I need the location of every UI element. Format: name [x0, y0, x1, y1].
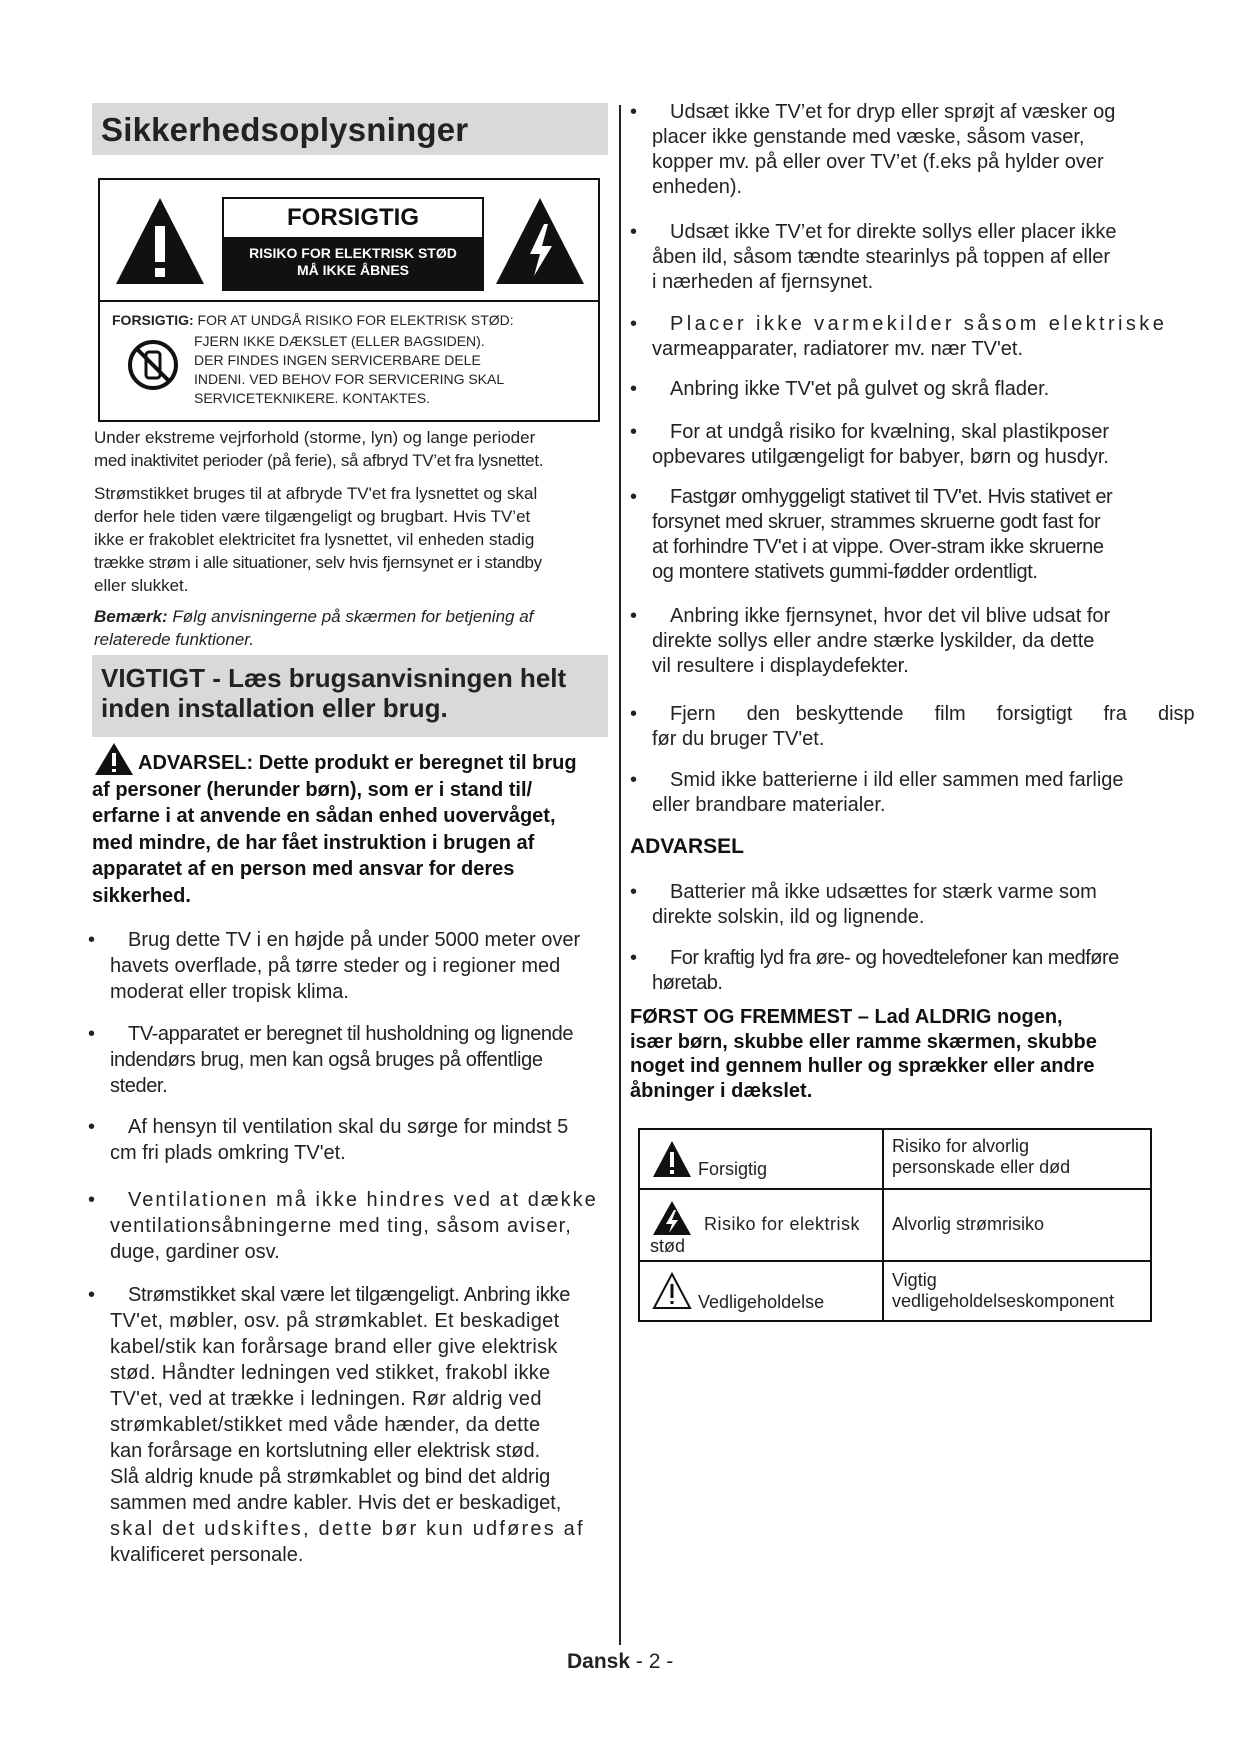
bullet-dot: •	[630, 881, 638, 903]
plug-line: trække strøm i alle situationer, selv hvis fjernsynet er i standby	[94, 553, 542, 572]
left-bullet-ventilation-block	[88, 1187, 620, 1265]
right-bullet-liquids	[630, 100, 1116, 200]
bullet-line: at forhindre TV'et i at vippe. Over-stram ikke skruerne	[652, 536, 1104, 558]
left-bullet-ventilation-space	[88, 1114, 620, 1166]
bold-line: åbninger i dækslet.	[630, 1079, 813, 1102]
forsigtig-black-band	[224, 237, 482, 289]
page-footer	[567, 1650, 673, 1674]
symbol-caution-label: Forsigtig	[698, 1159, 768, 1179]
important-heading-bar	[92, 655, 608, 737]
bullet-dot: •	[630, 221, 638, 243]
symbol-caution-desc2: personskade eller død	[892, 1157, 1071, 1177]
right-bullet-protective-film	[630, 702, 1195, 752]
symbol-maintenance-desc2: vedligeholdelseskomponent	[892, 1291, 1115, 1311]
bullet-line: sammen med andre kabler. Hvis det er beskadiget,	[110, 1492, 562, 1514]
bullet-line: cm fri plads omkring TV'et.	[110, 1142, 346, 1164]
bullet-line: skal det udskiftes, dette bør kun udføres af	[110, 1518, 585, 1540]
bullet-dot: •	[630, 769, 638, 791]
caution-line4: INDENI. VED BEHOV FOR SERVICERING SKAL	[194, 371, 505, 387]
bullet-dot: •	[630, 101, 638, 123]
bullet-line: Ventilationen må ikke hindres ved at dække	[128, 1189, 598, 1211]
caution-label-box	[98, 178, 600, 422]
bold-line: noget ind gennem huller og sprækker eller andre	[630, 1055, 1095, 1077]
plug-line: derfor hele tiden være tilgængeligt og brugbart. Hvis TV’et	[94, 507, 531, 526]
bullet-line: forsynet med skruer, strammes skruerne godt fast for	[652, 511, 1101, 533]
important-heading-line2: inden installation eller brug.	[101, 693, 448, 723]
forsigtig-title: FORSIGTIG	[287, 204, 419, 231]
symbol-caution-desc1: Risiko for alvorlig	[892, 1136, 1030, 1156]
bullet-line: før du bruger TV'et.	[652, 728, 825, 750]
symbol-row-caution	[640, 1130, 1150, 1190]
bullet-line: Af hensyn til ventilation skal du sørge for mindst 5	[128, 1116, 569, 1138]
bullet-line: Fjern den beskyttende film forsigtigt fra disp	[670, 703, 1195, 725]
bullet-line: steder.	[110, 1075, 168, 1097]
symbol-caution-desc	[892, 1136, 1070, 1178]
bullet-dot: •	[630, 703, 638, 725]
bullet-line: Anbring ikke TV'et på gulvet og skrå flader.	[670, 378, 1050, 400]
important-heading-line1: VIGTIGT - Læs brugsanvisningen helt	[101, 663, 567, 693]
bullet-line: kabel/stik kan forårsage brand eller give elektrisk	[110, 1336, 558, 1358]
bullet-line: Slå aldrig knude på strømkablet og bind det aldrig	[110, 1466, 551, 1488]
bullet-dot: •	[88, 929, 96, 951]
weather-line: med inaktivitet perioder (på ferie), så afbryd TV’et fra lysnettet.	[94, 451, 544, 470]
symbol-maintenance-label: Vedligeholdelse	[698, 1292, 825, 1312]
first-and-foremost-paragraph	[630, 1005, 1097, 1103]
caution-line1: FOR AT UNDGÅ RISIKO FOR ELEKTRISK STØD:	[193, 312, 514, 328]
advarsel-line: sikkerhed.	[92, 884, 191, 907]
bullet-line: Smid ikke batterierne i ild eller sammen med farlige	[670, 769, 1124, 791]
bullet-dot: •	[88, 1023, 95, 1045]
right-bullet-batteries-fire	[630, 768, 1124, 818]
bullet-line: indendørs brug, men kan også bruges på offentlige	[110, 1049, 543, 1071]
symbol-electric-desc: Alvorlig strømrisiko	[892, 1214, 1045, 1234]
advarsel-line: ADVARSEL: Dette produkt er beregnet til brug	[138, 752, 577, 774]
bullet-line: Placer ikke varmekilder såsom elektriske	[670, 313, 1168, 335]
caution-first-line	[112, 312, 514, 328]
bullet-line: Anbring ikke fjernsynet, hvor det vil blive udsat for	[670, 605, 1111, 627]
bullet-line: kan forårsage en kortslutning eller elektrisk stød.	[110, 1440, 541, 1462]
left-bullet-power-cable	[88, 1282, 620, 1568]
bullet-line: kopper mv. på eller over TV’et (f.eks på hylder over	[652, 151, 1104, 173]
page-title-bar	[92, 103, 608, 155]
bold-line: FØRST OG FREMMEST – Lad ALDRIG nogen,	[630, 1006, 1063, 1028]
footer-page-number: - 2 -	[630, 1650, 674, 1673]
right-bullet-stand	[630, 485, 1113, 585]
symbol-electric-label: Risiko for elektrisk	[704, 1214, 861, 1234]
note-label: Bemærk:	[94, 607, 168, 626]
bullet-line: åben ild, såsom tændte stearinlys på toppen af eller	[652, 246, 1111, 268]
bullet-line: duge, gardiner osv.	[110, 1241, 280, 1263]
left-bullet-altitude	[88, 927, 620, 1005]
bullet-line: Udsæt ikke TV’et for dryp eller sprøjt af væsker og	[670, 101, 1116, 123]
bullet-dot: •	[630, 421, 638, 443]
bullet-line: Batterier må ikke udsættes for stærk varme som	[670, 881, 1097, 903]
advarsel-heading: ADVARSEL	[630, 835, 744, 858]
bullet-dot: •	[630, 605, 638, 627]
right-bullet-sunlight-flames	[630, 220, 1117, 295]
bullet-dot: •	[88, 1284, 96, 1306]
bullet-line: TV'et, møbler, osv. på strømkablet. Et beskadiget	[110, 1310, 560, 1332]
note-paragraph	[94, 605, 533, 651]
footer-language: Dansk	[567, 1650, 631, 1673]
note-text1: Følg anvisningerne på skærmen for betjening af	[167, 607, 534, 626]
bullet-line: For at undgå risiko for kvælning, skal plastikposer	[670, 421, 1110, 443]
right-bullet-plastic-bags	[630, 420, 1110, 470]
bullet-line: stød. Håndter ledningen ved stikket, frakobl ikke	[110, 1362, 551, 1384]
bullet-line: ventilationsåbningerne med ting, såsom aviser,	[110, 1215, 572, 1237]
plug-line: ikke er frakoblet elektricitet fra lysnettet, vil enheden stadig	[94, 530, 535, 549]
bullet-line: kvalificeret personale.	[110, 1544, 304, 1566]
caution-line2: FJERN IKKE DÆKSLET (ELLER BAGSIDEN).	[194, 333, 485, 349]
caution-triangle-icon	[652, 1140, 692, 1178]
right-bullet-display-light	[630, 604, 1111, 679]
advarsel-line: med mindre, de har fået instruktion i brugen af	[92, 831, 535, 854]
bullet-line: varmeapparater, radiatorer mv. nær TV'et.	[652, 338, 1024, 360]
bullet-line: direkte sollys eller andre stærke lyskilder, da dette	[652, 630, 1095, 652]
symbol-row-electric	[640, 1190, 1150, 1262]
forsigtig-band-line1: RISIKO FOR ELEKTRISK STØD	[249, 245, 457, 261]
bullet-line: Udsæt ikke TV’et for direkte sollys eller placer ikke	[670, 221, 1117, 243]
caution-label-bottom	[100, 302, 598, 420]
caution-line5: SERVICETEKNIKERE. KONTAKTES.	[194, 390, 430, 406]
plug-paragraph	[94, 482, 542, 597]
symbol-maintenance-desc1: Vigtig	[892, 1270, 937, 1290]
bullet-dot: •	[630, 378, 638, 400]
bold-line: især børn, skubbe eller ramme skærmen, skubbe	[630, 1030, 1097, 1053]
electric-triangle-icon	[652, 1200, 692, 1236]
bullet-line: havets overflade, på tørre steder og i regioner med	[110, 955, 561, 977]
advarsel-paragraph	[92, 750, 612, 909]
right-bullet-heat-sources	[630, 312, 1168, 362]
advarsel-line: apparatet af en person med ansvar for deres	[92, 858, 515, 880]
bullet-line: strømkablet/stikket med våde hænder, da dette	[110, 1414, 541, 1436]
bullet-dot: •	[88, 1116, 96, 1138]
bullet-dot: •	[88, 1189, 96, 1211]
note-line1	[94, 605, 533, 628]
forsigtig-box	[222, 197, 484, 291]
bullet-line: Brug dette TV i en højde på under 5000 meter over	[128, 929, 581, 951]
bullet-dot: •	[630, 947, 637, 969]
bullet-line: vil resultere i displaydefekter.	[652, 655, 909, 677]
do-not-open-icon	[126, 338, 180, 392]
right-bullet-floor	[630, 377, 1050, 402]
bullet-line: Fastgør omhyggeligt stativet til TV'et. Hvis stativet er	[670, 486, 1113, 508]
weather-paragraph	[94, 426, 543, 472]
advarsel-line: af personer (herunder børn), som er i stand til/	[92, 778, 533, 801]
right-bullet-battery-heat	[630, 880, 1097, 930]
page-title: Sikkerhedsoplysninger	[101, 111, 469, 148]
bullet-line: og montere stativets gummi-fødder ordentligt.	[652, 561, 1038, 583]
bullet-line: opbevares utilgængeligt for babyer, børn og husdyr.	[652, 446, 1109, 468]
weather-line: Under ekstreme vejrforhold (storme, lyn) og lange perioder	[94, 428, 536, 447]
exclamation-warning-icon	[114, 196, 206, 286]
left-bullet-household	[88, 1021, 620, 1099]
bullet-dot: •	[630, 486, 637, 508]
caution-label-top	[100, 180, 598, 302]
bullet-dot: •	[630, 313, 638, 335]
advarsel-line: erfarne i at anvende en sådan enhed uovervåget,	[92, 805, 556, 827]
bullet-line: eller brandbare materialer.	[652, 794, 886, 816]
electric-shock-warning-icon	[494, 196, 586, 286]
bullet-line: TV-apparatet er beregnet til husholdning og lignende	[128, 1023, 574, 1045]
bullet-line: Strømstikket skal være let tilgængeligt. Anbring ikke	[128, 1284, 571, 1306]
symbol-electric-label2: stød	[650, 1236, 686, 1256]
symbol-maintenance-desc	[892, 1270, 1114, 1312]
forsigtig-band-line2: MÅ IKKE ÅBNES	[296, 262, 409, 278]
bullet-line: For kraftig lyd fra øre- og hovedtelefoner kan medføre	[670, 947, 1119, 969]
bullet-line: enheden).	[652, 176, 743, 198]
bullet-line: høretab.	[652, 972, 723, 994]
symbol-row-maintenance	[640, 1262, 1150, 1320]
bullet-line: direkte solskin, ild og lignende.	[652, 906, 925, 928]
right-bullet-headphones	[630, 946, 1119, 996]
bullet-line: i nærheden af fjernsynet.	[652, 271, 874, 293]
caution-line3: DER FINDES INGEN SERVICERBARE DELE	[194, 352, 481, 368]
symbol-table	[638, 1128, 1152, 1322]
bullet-line: placer ikke genstande med væske, såsom vaser,	[652, 126, 1085, 148]
plug-line: eller slukket.	[94, 576, 189, 595]
caution-text-lines	[194, 332, 504, 408]
bullet-line: TV'et, ved at trække i ledningen. Rør aldrig ved	[110, 1388, 542, 1410]
bullet-line: moderat eller tropisk klima.	[110, 981, 349, 1003]
maintenance-triangle-icon	[652, 1272, 692, 1310]
caution-label: FORSIGTIG:	[112, 312, 194, 328]
note-line2: relaterede funktioner.	[94, 630, 255, 649]
plug-line: Strømstikket bruges til at afbryde TV'et fra lysnettet og skal	[94, 484, 538, 503]
